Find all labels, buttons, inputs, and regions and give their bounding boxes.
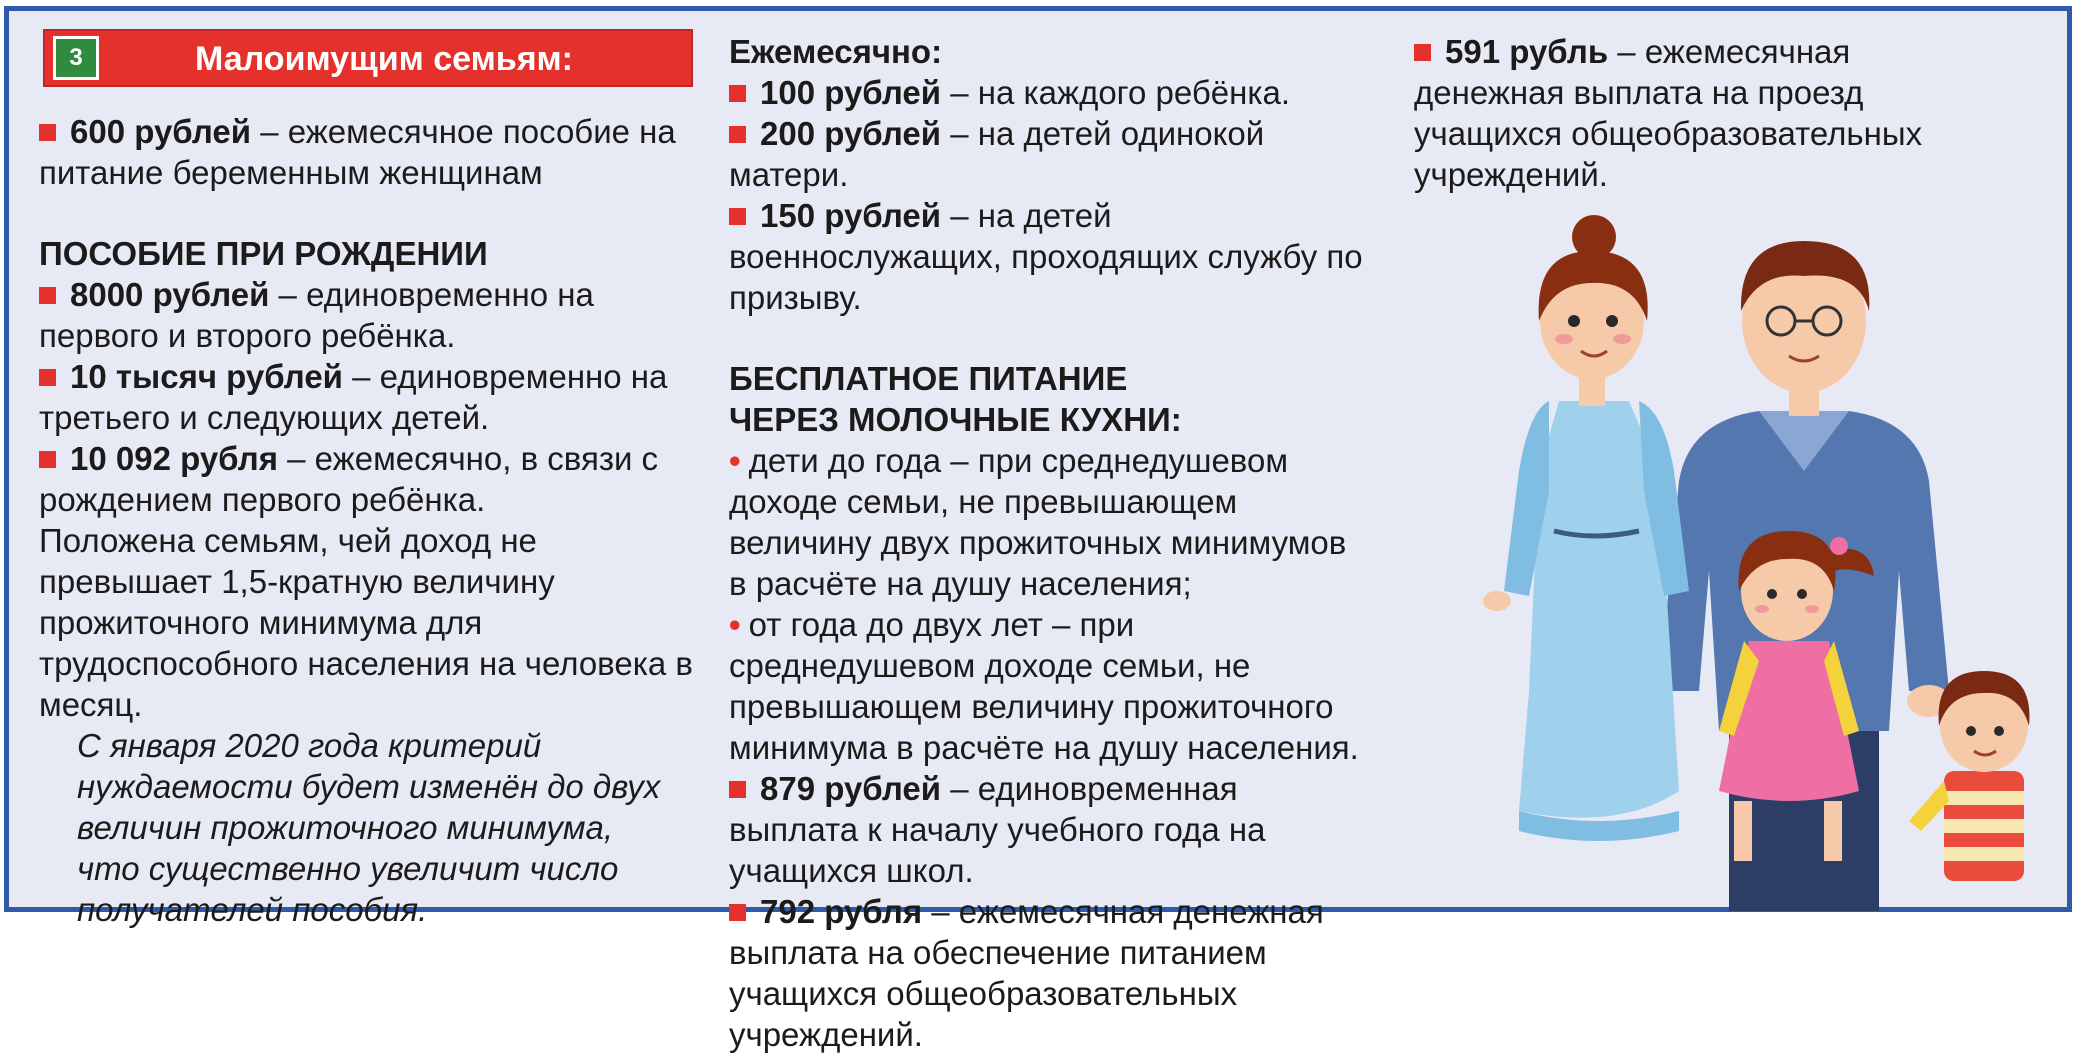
- list-item: 100 рублей – на каждого ребёнка.: [729, 72, 1369, 113]
- list-item: 792 рубля – ежемесячная денежная выплата на обеспечение питанием учащихся общеобразовательных учреждений.: [729, 893, 1324, 1053]
- red-square-bullet-icon: [39, 124, 56, 141]
- eligibility-note: Положена семьям, чей доход не превышает 1,5-кратную величину прожиточного минимума для трудоспособного населения на человека в месяц.: [39, 522, 693, 723]
- list-item: 200 рублей – на детей одинокой матери.: [729, 115, 1265, 193]
- red-square-bullet-icon: [729, 904, 746, 921]
- list-item: 591 рубль – ежемесячная денежная выплата на проезд учащихся общеобразовательных учреждений.: [1414, 33, 1923, 193]
- red-square-bullet-icon: [729, 208, 746, 225]
- red-square-bullet-icon: [39, 369, 56, 386]
- list-item: 8000 рублей – единовременно на первого и второго ребёнка.: [39, 276, 594, 354]
- list-item: • от года до двух лет – при среднедушевом доходе семьи, не превышающем величину прожиточного минимума в расчёте на душу населения.: [729, 606, 1359, 766]
- red-dot-bullet-icon: •: [729, 442, 741, 479]
- italic-note: С января 2020 года критерий нуждаемости будет изменён до двух величин прожиточного минимума, что существенно увеличит число получателей пособия.: [77, 727, 661, 928]
- red-dot-bullet-icon: •: [729, 606, 741, 643]
- infographic-panel: [4, 6, 2072, 1053]
- mother-figure: [1483, 215, 1689, 841]
- red-square-bullet-icon: [39, 287, 56, 304]
- section-title: Малоимущим семьям:: [195, 40, 574, 78]
- red-square-bullet-icon: [1414, 44, 1431, 61]
- red-square-bullet-icon: [729, 781, 746, 798]
- list-item: 10 092 рубля – ежемесячно, в связи с рождением первого ребёнка.: [39, 440, 659, 518]
- list-item: 600 рублей – ежемесячное пособие на питание беременным женщинам: [39, 113, 676, 191]
- list-item: 879 рублей – единовременная выплата к началу учебного года на учащихся школ.: [729, 770, 1266, 889]
- section-number-badge: 3: [53, 36, 99, 80]
- heading-monthly: Ежемесячно:: [729, 33, 943, 70]
- red-square-bullet-icon: [39, 451, 56, 468]
- heading-birth-allowance: ПОСОБИЕ ПРИ РОЖДЕНИИ: [39, 235, 488, 272]
- list-item: 10 тысяч рублей – единовременно на третьего и следующих детей.: [39, 358, 668, 436]
- heading-free-food-a: БЕСПЛАТНОЕ ПИТАНИЕ: [729, 360, 1128, 397]
- red-square-bullet-icon: [729, 85, 746, 102]
- column-middle: [729, 31, 1369, 1055]
- list-item: 150 рублей – на детей военнослужащих, проходящих службу по призыву.: [729, 197, 1363, 316]
- list-item: • дети до года – при среднедушевом доходе семьи, не превышающем величину двух прожиточных минимумов в расчёте на душу населения;: [729, 442, 1347, 602]
- red-square-bullet-icon: [729, 126, 746, 143]
- column-left: [39, 111, 699, 930]
- heading-free-food-b: ЧЕРЕЗ МОЛОЧНЫЕ КУХНИ:: [729, 401, 1182, 438]
- family-illustration: [1429, 171, 2069, 911]
- section-banner: [43, 29, 693, 87]
